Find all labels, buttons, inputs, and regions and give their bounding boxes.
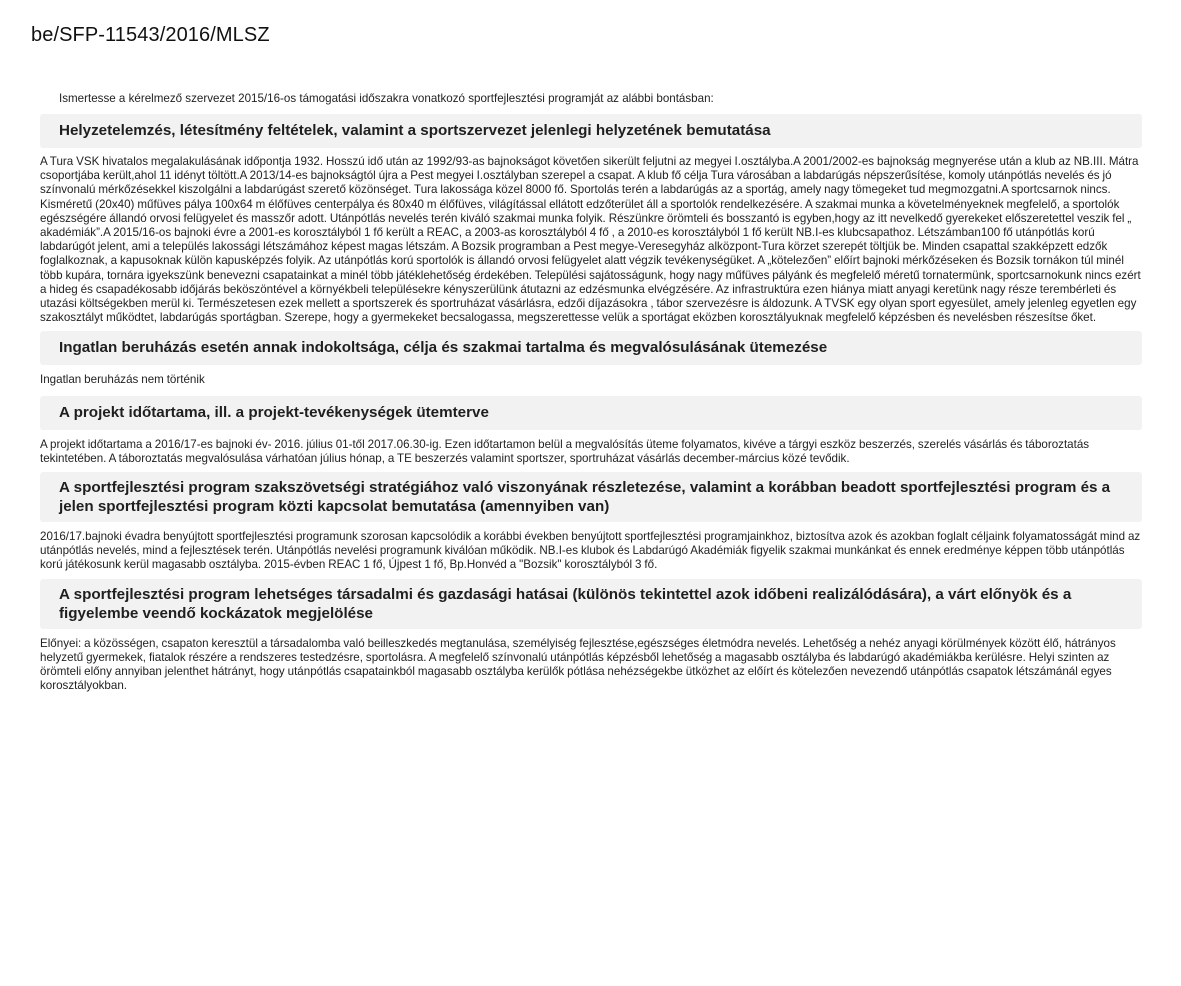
section-project-timeline <box>40 396 1142 472</box>
section-social-economic-impact <box>40 579 1142 698</box>
section-real-estate-investment <box>40 331 1142 395</box>
section-body: Előnyei: a közösségen, csapaton keresztül a társadalomba való beilleszkedés megtanulása, személyiség fejlesztése,egészséges életmódra nevelés. Lehetőség a nehéz anyagi körülmények között élő, hátrányos helyzetű gyermekek, fiatalok részére a rendszeres testedzésre, sportolásra. A megfelelő színvonalú utánpótlás képzésből lehetőség a magasabb osztályba és labdarúgó akadémiákba kerülésre. Helyi szinten az örömteli előny annyiban jelenthet hátrányt, hogy utánpótlás csapatainkból magasabb osztályba kerülők pótlása nehézségekbe ütközhet az előírt és kötelezően nevezendő utánpótlás csapatok létszámánál egyes korosztályokban. <box>40 636 1116 693</box>
section-heading: Helyzetelemzés, létesítmény feltételek, valamint a sportszervezet jelenlegi helyzetének bemutatása <box>40 114 1142 148</box>
section-strategy-relation <box>40 472 1142 579</box>
section-body: A projekt időtartama a 2016/17-es bajnoki év- 2016. július 01-től 2017.06.30-ig. Ezen időtartamon belül a megvalósítás üteme folyamatos, kivéve a tárgyi eszköz beszerzés, szerelés vásárlás és táboroztatás tekintetében. A táboroztatás megvalósulása várhatóan július hónap, a TE beszerzés valamint sportszer, sportruházat vásárlás december-március közé tevődik. <box>40 437 1090 465</box>
section-body: A Tura VSK hivatalos megalakulásának időpontja 1932. Hosszú idő után az 1992/93-as bajnokságot követően sikerült feljutni az megyei I.osztályba.A 2001/2002-es bajnokság megnyerése után a klub az NB.III. Mátra csoportjába került,ahol 11 idényt töltött.A 2013/14-es bajnokságtól újra a Pest megyei I.osztályban szerepel a csapat. A klub fő célja Tura városában a labdarúgás népszerűsítése, komoly utánpótlás nevelés és jó színvonalú mérkőzésekkel kiszolgálni a labdarúgást szerető közönséget. Tura lakossága közel 8000 fő. Sportolás terén a labdarúgás az a sportág, amely nagy tömegeket tud megmozgatni.A sportcsarnok nincs. Kisméretű (20x40) műfüves pálya 100x64 m élőfüves centerpálya és 80x40 m élőfüves, világítással ellátott edzőterület áll a sportolók rendelkezésére. A szakmai munka a követelményeknek megfelelő, a sportolók egészségére állandó orvosi felügyelet és masszőr adott. Utánpótlás nevelés terén kiváló szakmai munka folyik. Részünkre örömteli és bosszantó is egyben,hogy az itt nevelkedő gyerekeket előszeretettel veszik fel „ akadémiák”.A 2015/16-os bajnoki évre a 2001-es korosztályból 1 fő került a REAC, a 2003-as korosztályból 4 fő , a 2010-es korosztályból 1 fő került NB.I-es klubcsapathoz. Létszámban100 fő utánpótlás korú labdarúgót jelent, ami a település lakossági létszámához képest magas létszám. A Bozsik programban a Pest megye-Veresegyház alközpont-Tura körzet szerepét töltjük be. Minden csapattal szakképzett edzők foglalkoznak, a kapusoknak külön kapusképzés folyik. Az utánpótlás korú sportolók is állandó orvosi felügyelet alatt végzik tevékenységüket. A „kötelezően” előírt bajnoki mérkőzéseken és Bozsik tornákon túl minél több kupára, tornára igyekszünk benevezni csapatainkat a minél több játéklehetőség érdekében. Települési sajátosságunk, hogy nagy műfüves pályánk és megfelelő méretű tornatermünk, sportcsarnokunk nincs ezért a hideg és csapadékosabb időjárás beköszöntével a környékbeli településekre kényszerülünk átutazni az edzésmunka elvégzésére. Az infrastruktúra ezen hiánya miatt anyagi keretünk nagy része terembérleti és utazási költségekben merül ki. Természetesen ezek mellett a sportszerek és sportruházat vásárlásra, edzői díjazásokra , tábor szervezésre is áldozunk. A TVSK egy olyan sport egyesület, amely jelenleg egyetlen egy szakosztályt működtet, labdarúgás sportágban. Szerepe, hogy a gyermekeket becsalogassa, megszerettesse velük a sportágat eközben korosztályuknak megfelelő képzésben és nevelésben részesítse őket. <box>40 155 1141 325</box>
section-heading: A sportfejlesztési program szakszövetségi stratégiához való viszonyának részletezése, valamint a korábban beadott sportfejlesztési program és a jelen sportfejlesztési program közti kapcsolat bemutatása (amennyiben van) <box>40 472 1142 522</box>
document-id: be/SFP-11543/2016/MLSZ <box>31 24 270 46</box>
section-heading: A projekt időtartama, ill. a projekt-tevékenységek ütemterve <box>40 396 1142 430</box>
intro-text: Ismertesse a kérelmező szervezet 2015/16-os támogatási időszakra vonatkozó sportfejlesztési programját az alábbi bontásban: <box>59 92 714 105</box>
section-body: 2016/17.bajnoki évadra benyújtott sportfejlesztési programunk szorosan kapcsolódik a korábbi években benyújtott sportfejlesztési programjainkhoz, biztosítva azok és azokban foglalt céljaink folyamatosságát mind az utánpótlás nevelés, mind a fejlesztések terén. Utánpótlás nevelési programunk kiválóan működik. NB.I-es klubok és Labdarúgó Akadémiák figyelik szakmai munkánkat és ennek eredménye képpen több utánpótlás korú játékosunk kerül magasabb osztályba. 2015-évben REAC 1 fő, Újpest 1 fő, Bp.Honvéd a "Bozsik" korosztályból 3 fő. <box>40 530 1141 572</box>
section-body: Ingatlan beruházás nem történik <box>40 373 205 387</box>
section-situation-analysis <box>40 114 1142 331</box>
section-heading: A sportfejlesztési program lehetséges társadalmi és gazdasági hatásai (különös tekintettel azok időbeni realizálódására), a várt előnyök és a figyelembe veendő kockázatok megjelölése <box>40 579 1142 629</box>
document-content <box>40 92 1142 697</box>
section-heading: Ingatlan beruházás esetén annak indokoltsága, célja és szakmai tartalma és megvalósulásának ütemezése <box>40 331 1142 365</box>
